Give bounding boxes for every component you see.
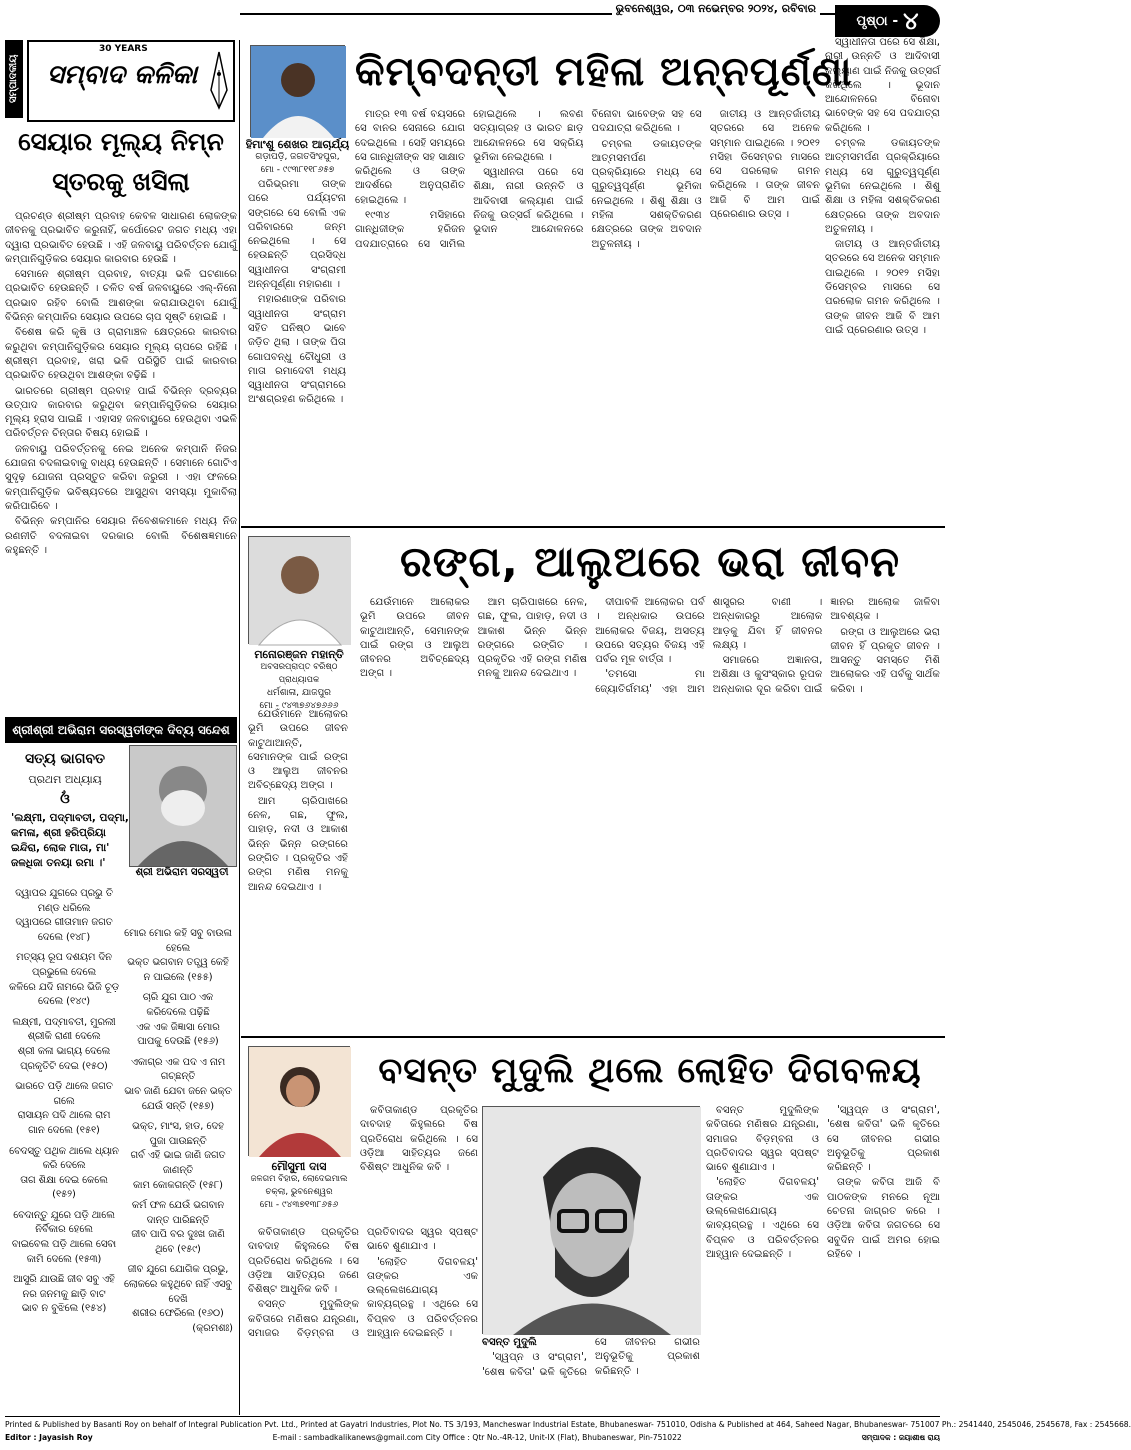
article3-author-name: ମୌସୁମୀ ଦାସ <box>271 1160 327 1173</box>
article1-body-c <box>825 36 940 520</box>
verse-line: ଶରୀର ଫେରିଲେ (୧୬୦) <box>132 1308 224 1320</box>
editorial-para: ବିଶେଷ କରି କୃଷି ଓ ଗ୍ରାମାଞ୍ଚଳ କ୍ଷେତ୍ରରେ କାରବାର କରୁଥିବା କମ୍ପାନିଗୁଡ଼ିକର ସେୟାର ମୂଲ୍ୟ ଚାପରେ ରହିଛି । ଶ୍ରୀଷ୍ମ ପ୍ରବାହ, ଖରା ଭଳି ପରିସ୍ଥିତି ପାଇଁ କାରବାର ପ୍ରଭାବିତ ହେଉଥିବା ଆଶଙ୍କା ବଢ଼ିଛି । <box>5 327 237 382</box>
page-number: ୪ <box>903 7 919 35</box>
article3-caption-name: ବସନ୍ତ ମୁଦୁଲି <box>482 1337 537 1348</box>
article1-para: ୧୯୩୪ ମସିହାରେ ଗାନ୍ଧିଜୀଙ୍କ ହରିଜନ ପଦଯାତ୍ରାରେ ସେ ସାମିଲ ହୋଇଥିଲେ । ଲବଣ ସତ୍ୟାଗ୍ରହ ଓ ଭାରତ ଛାଡ଼ ଆନ୍ଦୋଳନରେ ସେ ସକ୍ରିୟ ଭୂମିକା ନେଇଥିଲେ । <box>355 109 584 250</box>
article2-author-place: ଧର୍ମଶାଳା, ଯାଜପୁର <box>266 688 332 698</box>
verse-line: ଦ୍ୱାପରେ ଗୀତାମାନ ଜଗତ ଦେଲେ (୧୪୮) <box>15 917 113 943</box>
saint-photo-caption: ଶ୍ରୀ ଅଭିରାମ ସରସ୍ୱତୀ <box>135 867 229 878</box>
article2-para: ଆମ ଚାରିପାଖରେ ନେଳ, ଗଛ, ଫୁଲ, ପାହାଡ଼, ନଦୀ ଓ ଆକାଶ ଭିନ୍ନ ଭିନ୍ନ ରଙ୍ଗରେ ରଙ୍ଗିତ । ପ୍ରକୃତିର ଏହି ରଙ୍ଗ ମଣିଷ ମନକୁ ଆନନ୍ଦ ଦେଇଥାଏ । <box>477 597 588 680</box>
verse-line: ରାସାୟନ ପଦି ଥାଲେ ରାମ ଗାନ ଦେଲେ (୧୫୧) <box>17 1110 111 1136</box>
editorial-para: ପ୍ରଚଣ୍ଡ ଶ୍ରୀଷ୍ମ ପ୍ରବାହ କେବଳ ସାଧାରଣ ଲୋକଙ୍କ ଜୀବନକୁ ପ୍ରଭାବିତ କରୁନାହିଁ, କର୍ପୋରେଟ ଜଗତ ମଧ୍ୟ ଏହା ଦ୍ୱାରା ପ୍ରଭାବିତ ହେଉଛି । ଏହି ଜଳବାୟୁ ପରିବର୍ତ୍ତନ ଯୋଗୁଁ କମ୍ପାନିଗୁଡ଼ିକର ସେୟାର କାରବାର ହେଉଛି । <box>5 211 237 265</box>
article1-para: ଚମ୍ବଲ ଡକାୟତଙ୍କ ଆତ୍ମସମର୍ପଣ ପ୍ରକ୍ରିୟାରେ ମଧ୍ୟ ସେ ଗୁରୁତ୍ୱପୂର୍ଣ୍ଣ ଭୂମିକା ନେଇଥିଲେ । ଶିଶୁ ଶିକ୍ଷା ଓ ମହିଳା ସଶକ୍ତିକରଣ କ୍ଷେତ୍ରରେ ତାଙ୍କ ଅବଦାନ ଅତୁଳନୀୟ । <box>825 138 940 235</box>
divine-invocation: 'ଲକ୍ଷ୍ମୀ, ପଦ୍ମାବତୀ, ପଦ୍ମା, କମଳା, ଶ୍ରୀ ହରିପ୍ରିୟା ଇନ୍ଦିରା, ଲୋକ ମାତା, ମା' ଜଳଧିଜା ତନୟା ରମା ।' <box>11 812 129 869</box>
verse-line: ଚାରି ଯୁଗ ପାଠ ଏକ କରିଦେଲେ ପଢ଼ିଛି <box>142 992 214 1018</box>
verse-line: ଭାରତେ ପଡ଼ି ଥାଲେ ଜଗତ ଗଲେ <box>15 1081 113 1107</box>
article3-author-caption <box>245 1160 353 1222</box>
article2-body-a <box>248 708 348 1030</box>
article3-author-place: ଜଳଗମ ବିହାର, ଲୋଦେଇମାଲ ଚକ୍ଲା, ଭୁବନେଶ୍ୱର <box>250 1174 348 1197</box>
divine-chapter: ପ୍ରଥମ ଅଧ୍ୟାୟ <box>28 773 102 786</box>
verse-line: ଜୀବ ପାପି ବର ଦୁଃଖ ଜାଣି ଥିବେ (୧୫୯) <box>131 1229 225 1255</box>
verse-line: ମୋର ମୋର କହି ସବୁ ବାଉଳା ହେଲେ <box>124 928 232 954</box>
verse-line: ବାଇବେଲ ପଡ଼ି ଥାଲେ ସେବା କାମି ଦେଲେ (୧୫୩) <box>11 1239 117 1265</box>
verse-line: ଏକ ଏକ ଜିଜ୍ଞାସା ମୋର ପାପକୁ ଦେଉଛି (୧୫୬) <box>136 1021 220 1048</box>
article3-photo-caption-text <box>482 1336 700 1414</box>
footer <box>5 1418 1131 1448</box>
editorial-body <box>5 210 237 715</box>
article1-para: ପରିଭ୍ରମା ତାଙ୍କ ପରେ ପର୍ଯ୍ୟଟନା ସଙ୍ଗରେ ସେ ବୋଲି ଏକ ପରିବାରରେ ଜନ୍ମ ନେଇଥିଲେ । ସେ ହେଉଛନ୍ତି ପ୍ରସିଦ୍ଧ ସ୍ୱାଧୀନତା ସଂଗ୍ରାମୀ ଅନ୍ନପୂର୍ଣ୍ଣା ମହାରଣା । <box>248 179 346 291</box>
article2-author-name: ମନୋରଞ୍ଜନ ମହାନ୍ତି <box>254 648 344 661</box>
article2-author-title: ଅବସରପ୍ରାପ୍ତ ବରିଷ୍ଠ ପ୍ରାଧ୍ୟାପକ <box>260 662 338 685</box>
footer-imprint: Printed & Published by Basanti Roy on behalf of Integral Publication Pvt. Ltd., Printed at Gayatri Industries, Plot No. TS 3/193, Mancheswar Industrial Estate, Bhubaneswar- 751010, Odisha & Published at 464, Saheed Nagar, Bhubaneswar- 751007 Ph.: 2541440, 2545046, 2545678, Fax : 2545668. <box>5 1420 1131 1429</box>
verse-line: ଆସୁରି ଯାଉଛି ଜୀବ ସବୁ ଏହି ନର ଜନମକୁ ଛାଡ଼ି ବାଟ <box>13 1274 115 1300</box>
article1-author-photo <box>250 45 345 137</box>
article3-para: ତାଙ୍କ କବିତା ଆଜି ବି ପାଠକଙ୍କ ମନରେ ନୂଆ ଚେତନା ଜାଗ୍ରତ କରେ । ଓଡ଼ିଆ କବିତା ଜଗତରେ ସେ ସବୁଦିନ ପାଇଁ ଅମର ହୋଇ ରହିବେ । <box>827 1177 940 1260</box>
editorial-para: ଜଳବାୟୁ ପରିବର୍ତ୍ତନକୁ ନେଇ ଅନେକ କମ୍ପାନି ନିଜର ଯୋଜନା ବଦଳାଇବାକୁ ବାଧ୍ୟ ହେଉଛନ୍ତି । ସେମାନେ ଗୋଟିଏ ସୁଦୃଢ଼ ଯୋଜନା ପ୍ରସ୍ତୁତ କରିବା ଜରୁରୀ । ଏହା ଫଳରେ କମ୍ପାନିଗୁଡ଼ିକ ଭବିଷ୍ୟତରେ ଆସୁଥିବା ସମସ୍ୟା ମୁକାବିଲା କରିପାରିବେ । <box>5 443 237 512</box>
verse-line: ଗର୍ବ ଏହି ଭାଇ ଜାଣି ଜଗତ ଜାଣନ୍ତି <box>130 1150 226 1176</box>
section-divider <box>241 1036 945 1038</box>
article2-author-phone: ମୋ - ୯୪୩୭୬୪୭୬୬୬ <box>259 701 339 711</box>
saint-photo <box>129 745 237 867</box>
article2-headline: ରଙ୍ଗ, ଆଲୁଅରେ ଭରା ଜୀବନ <box>399 537 901 586</box>
verses-left-col <box>9 887 119 1407</box>
column-divider <box>239 40 240 1415</box>
verse-line: କଳିରେ ଯଦି ନାମରେ ଭିଜି ଚୂଡ଼ ଦେଲେ (୧୪୯) <box>9 981 120 1008</box>
article1-body-b <box>355 108 820 520</box>
divine-message-header: ଶ୍ରୀଶ୍ରୀ ଅଭିରାମ ସରସ୍ୱତୀଙ୍କ ଦିବ୍ୟ ସନ୍ଦେଶ <box>5 717 237 743</box>
masthead <box>5 40 237 118</box>
divine-title: ସତ୍ୟ ଭାଗବତ <box>24 751 106 767</box>
verse-line: ଶ୍ରୀ କଳା ଭାଗ୍ୟ ଦେଲେ ପ୍ରକୃତିଟି ଦେଇ (୧୫୦) <box>17 1045 111 1072</box>
article1-para: ଜାତୀୟ ଓ ଆନ୍ତର୍ଜାତୀୟ ସ୍ତରରେ ସେ ଅନେକ ସମ୍ମାନ ପାଇଥିଲେ । ୨୦୧୨ ମସିହା ଡିସେମ୍ବର ମାସରେ ସେ ପରଲୋକ ଗମନ କରିଥିଲେ । ତାଙ୍କ ଜୀବନ ଆଜି ବି ଆମ ପାଇଁ ପ୍ରେରଣାର ଉତ୍ସ । <box>825 239 940 336</box>
editorial-headline: ସେୟାର ମୂଲ୍ୟ ନିମ୍ନ ସ୍ତରକୁ ଖସିଲା <box>18 127 224 196</box>
footer-contact: E-mail : sambadkalikanews@gmail.com City Office : Qtr No.-4R-12, Unit-IX (Flat), Bhubaneswar, Pin-751022 <box>272 1433 682 1442</box>
editorial-para: ଭାରତରେ ଗ୍ରୀଷ୍ମ ପ୍ରବାହ ପାଇଁ ବିଭିନ୍ନ ଦ୍ରବ୍ୟର ଉତ୍ପାଦ କାରବାର କରୁଥିବା କମ୍ପାନିଗୁଡ଼ିକର ସେୟାର ମୂଲ୍ୟ ହ୍ରାସ ପାଇଛି । ଏହାସହ ଜଳବାୟୁରେ ହେଉଥିବା ଏଭଳି ପରିବର୍ତ୍ତନ ଚିନ୍ତାର ବିଷୟ ହୋଇଛି । <box>5 385 237 440</box>
verse-line: ଭକ୍ତ ଭଗବାନ ତତ୍ତ୍ୱ କେହି ନ ପାଇଲେ (୧୫୫) <box>127 957 229 983</box>
article3-para: କବିତାକାଣ୍ଡ ପ୍ରକୃତିର ଦାବଦାହ କିହୁଲରେ ବିଷ ପ୍ରତିରୋଧ କରିଥିଲେ । ସେ ଓଡ଼ିଆ ସାହିତ୍ୟର ଜଣେ ବିଶିଷ୍ଟ ଆଧୁନିକ କବି । <box>360 1105 478 1174</box>
article3-author-phone: ମୋ - ୯୪୩୭୧୩୮୬୫୬ <box>259 1200 339 1210</box>
poet-portrait-icon <box>483 1107 701 1335</box>
article3-para: କବିତାକାଣ୍ଡ ପ୍ରକୃତିର ଦାବଦାହ କିହୁଲରେ ବିଷ ପ୍ରତିରୋଧ କରିଥିଲେ । ସେ ଓଡ଼ିଆ ସାହିତ୍ୟର ଜଣେ ବିଶିଷ୍ଟ ଆଧୁନିକ କବି । <box>248 1227 359 1296</box>
masthead-logo <box>27 40 235 122</box>
author-portrait-icon <box>249 537 351 645</box>
om-symbol: ଓଁ <box>60 791 70 807</box>
article3-subject-photo <box>482 1106 700 1334</box>
verse-line: (କ୍ରମଶଃ) <box>192 1322 233 1334</box>
article2-body-b <box>360 596 940 1030</box>
page-number-box: ପୃଷ୍ଠା - ୪ <box>835 5 940 37</box>
verse-line: ବେଦାନ୍ତୁ ଯୁରେ ପଡ଼ି ଥାଲେ ନିର୍ବିକାର ହେଲେ <box>13 1209 115 1236</box>
article1-author-place: ଗଡ଼ାପଡ଼ି, ଜଗତସିଂହପୁର, <box>255 152 340 162</box>
header-date: ଭୁବନେଶ୍ୱର, ୦୩ ନଭେମ୍ବର ୨୦୨୪, ରବିବାର <box>612 2 820 16</box>
verse-line: ଲକ୍ଷ୍ମୀ, ପଦ୍ମାବତୀ, ମୁରଲୀ ଶ୍ରୀକି ରାଣୀ ଦେଲେ <box>12 1016 116 1043</box>
article1-author-caption <box>245 138 350 174</box>
verse-line: ଭାବ ଜାଣି ଯେବା ଜନେ ଭକ୍ତ ଯେଉଁ ସନ୍ତି (୧୫୭) <box>124 1085 232 1112</box>
verse-line: କାମ କୋକଗନ୍ତି (୧୫୮) <box>133 1179 223 1191</box>
footer-editor: Editor : Jayasish Roy <box>5 1433 93 1442</box>
pen-nib-icon <box>209 50 229 110</box>
verse-line: ତାଗ ଶିକ୍ଷା ଦେଇ କେଲେ (୧୫୨) <box>20 1174 108 1201</box>
article3-body-b <box>360 1104 478 1226</box>
logo-text: ସମ୍ବାଦ କଳିକା <box>46 60 198 90</box>
article1-body-a <box>248 178 346 518</box>
editorial-para: ବିଭିନ୍ନ କମ୍ପାନିର ସେୟାର ନିବେଶକମାନେ ମଧ୍ୟ ନିଜ ରଣନୀତି ବଦଳାଇବା ଦରକାର ବୋଲି ବିଶେଷଜ୍ଞମାନେ କହୁଛନ୍ତି । <box>5 516 237 556</box>
article2-author-photo <box>248 536 350 644</box>
article3-para: ବସନ୍ତ ମୁଦୁଲିଙ୍କ କବିତାରେ ମଣିଷର ଯନ୍ତ୍ରଣା, ସମାଜର ବିଡ଼ମ୍ବନା ଓ ପ୍ରତିବାଦର ସ୍ୱର ସ୍ପଷ୍ଟ ଭାବେ ଶୁଣାଯାଏ । <box>706 1105 819 1174</box>
article2-para: ଯେଉଁମାନେ ଆଲୋକର ଭୂମି ଉପରେ ଜୀବନ କାଟୁଥାଆନ୍ତି, ସେମାନଙ୍କ ପାଇଁ ରଙ୍ଗ ଓ ଆଲୁଅ ଜୀବନର ଅବିଚ୍ଛେଦ୍ୟ ଅଙ୍ଗ । <box>360 597 470 680</box>
article3-para: 'ସ୍ୱପ୍ନ ଓ ସଂଗ୍ରାମ', 'ଶେଷ କବିତା' ଭଳି କୃତିରେ ସେ ଜୀବନର ଗଭୀର ଅନୁଭୂତିକୁ ପ୍ରକାଶ କରିଛନ୍ତି । <box>482 1337 700 1378</box>
article1-para: ସ୍ୱାଧୀନତା ପରେ ସେ ଶିକ୍ଷା, ନାରୀ ଉନ୍ନତି ଓ ଆଦିବାସୀ କଲ୍ୟାଣ ପାଇଁ ନିଜକୁ ଉତ୍ସର୍ଗ କରିଥିଲେ । ଭୂଦାନ ଆନ୍ଦୋଳନରେ ବିନୋବା ଭାବେଙ୍କ ସହ ସେ ପଦଯାତ୍ରା କରିଥିଲେ । <box>473 109 702 236</box>
article3-headline: ବସନ୍ତ ମୁଦୁଲି ଥିଲେ ଲୋହିତ ଦିଗବଳୟ <box>378 1051 922 1091</box>
masthead-vertical-label: ସମ୍ପାଦକୀୟ <box>5 40 23 118</box>
page-label: ପୃଷ୍ଠା <box>856 13 888 29</box>
article3-para: ବସନ୍ତ ମୁଦୁଲିଙ୍କ କବିତାରେ ମଣିଷର ଯନ୍ତ୍ରଣା, ସମାଜର ବିଡ଼ମ୍ବନା ଓ ପ୍ରତିବାଦର ସ୍ୱର ସ୍ପଷ୍ଟ ଭାବେ ଶୁଣାଯାଏ । <box>248 1227 478 1340</box>
article3-author-photo <box>248 1046 350 1156</box>
verse-line: ବେଦସ୍ତୁ ପଥିକ ଥାଲେ ଧ୍ୟାନ କରି ଦେଲେ <box>9 1145 119 1172</box>
article3-para: 'ଲୋହିତ ଦିଗବଳୟ' ତାଙ୍କର ଏକ ଉଲ୍ଲେଖଯୋଗ୍ୟ କାବ୍ୟଗ୍ରନ୍ଥ । ଏଥିରେ ସେ ବିପ୍ଳବ ଓ ପରିବର୍ତ୍ତନର ଆହ୍ୱାନ ଦେଇଛନ୍ତି । <box>367 1256 478 1340</box>
article1-headline: କିମ୍ବଦନ୍ତୀ ମହିଳା ଅନ୍ନପୂର୍ଣ୍ଣା <box>355 49 853 95</box>
verse-line: ଭକ୍ତ, ମାଂସ, ହାଡ, ଦେହ ପୁଜା ପାଉଛନ୍ତି <box>132 1121 224 1147</box>
author-portrait-icon <box>251 46 346 138</box>
article2-author-caption <box>245 648 353 711</box>
footer-sampadak: ସମ୍ପାଦକ : ଜୟାଶୀଷ ରାୟ <box>861 1433 940 1442</box>
article2-para: ରଙ୍ଗ ଓ ଆଲୁଅରେ ଭରା ଜୀବନ ହିଁ ପ୍ରକୃତ ଜୀବନ । ଆସନ୍ତୁ ସମସ୍ତେ ମିଶି ଆଲୋକର ଏହି ପର୍ବକୁ ସାର୍ଥକ କରିବା । <box>830 626 940 695</box>
article1-author-name: ହିମାଂଶୁ ଶେଖର ଆଚାର୍ଯ୍ୟ <box>245 138 350 151</box>
footer-divider <box>5 1416 940 1417</box>
article2-para: ସମାଜରେ ଅଜ୍ଞାନତା, ଅଶିକ୍ଷା ଓ କୁସଂସ୍କାର ରୂପକ ଅନ୍ଧକାର ଦୂର କରିବା ପାଇଁ ଜ୍ଞାନର ଆଲୋକ ଜାଳିବା ଆବଶ୍ୟକ । <box>712 597 940 695</box>
section-divider <box>241 526 945 528</box>
author-portrait-icon <box>249 1047 351 1157</box>
verse-line: କର୍ମ ଫଳ ଯେଉଁ ଭଗବାନ ଦାନ୍ତ ପାରିଛନ୍ତି <box>131 1200 225 1226</box>
years-badge: 30 YEARS <box>99 44 148 54</box>
article3-body-c <box>706 1104 940 1414</box>
verse-line: ଜୀବ ଯୁଗେ ଯୋଗିକ ପ୍ରଭୁ, ଲୋକରେ କହୁଥିବେ ନାହିଁ ଏସବୁ ଦେଖି <box>124 1264 232 1305</box>
article1-para: ଚମ୍ବଲ ଡକାୟତଙ୍କ ଆତ୍ମସମର୍ପଣ ପ୍ରକ୍ରିୟାରେ ମଧ୍ୟ ସେ ଗୁରୁତ୍ୱପୂର୍ଣ୍ଣ ଭୂମିକା ନେଇଥିଲେ । ଶିଶୁ ଶିକ୍ଷା ଓ ମହିଳା ସଶକ୍ତିକରଣ କ୍ଷେତ୍ରରେ ତାଙ୍କ ଅବଦାନ ଅତୁଳନୀୟ । <box>591 138 702 250</box>
article2-para: 'ତମସୋ ମା ଜ୍ୟୋତିର୍ଗମୟ' ଏହା ଆମ ଶାସ୍ତ୍ରର ବାଣୀ । ଅନ୍ଧକାରରୁ ଆଲୋକ ଆଡ଼କୁ ଯିବା ହିଁ ଜୀବନର ଲକ୍ଷ୍ୟ । <box>595 597 823 695</box>
article3-para: 'ସ୍ୱପ୍ନ ଓ ସଂଗ୍ରାମ', 'ଶେଷ କବିତା' ଭଳି କୃତିରେ ସେ ଜୀବନର ଗଭୀର ଅନୁଭୂତିକୁ ପ୍ରକାଶ କରିଛନ୍ତି । <box>827 1105 940 1174</box>
verse-line: ଏକାଗ୍ର ଏକ ପଦ ଏ ନାମ ଗଚ୍ଛନ୍ତି <box>130 1056 226 1083</box>
article2-para: ଆମ ଚାରିପାଖରେ ନେଳ, ଗଛ, ଫୁଲ, ପାହାଡ଼, ନଦୀ ଓ ଆକାଶ ଭିନ୍ନ ଭିନ୍ନ ରଙ୍ଗରେ ରଙ୍ଗିତ । ପ୍ରକୃତିର ଏହି ରଙ୍ଗ ମଣିଷ ମନକୁ ଆନନ୍ଦ ଦେଇଥାଏ । <box>248 795 348 893</box>
verse-line: ମତ୍ସ୍ୟ ରୂପ ଦଶୟମ ଦିନ ପ୍ରଭୁଲେ ଦେଲେ <box>16 952 112 978</box>
footer-row2 <box>5 1431 940 1444</box>
verse-line: ଦ୍ୱାପର ଯୁଗରେ ପ୍ରଭୁ ତି ମଣ୍ଡ ଧରିଲେ <box>15 888 113 914</box>
article1-para: ମାତ୍ର ୧୩ ବର୍ଷ ବୟସରେ ସେ ବାନର ସେନାରେ ଯୋଗ ଦେଇଥିଲେ । ସେହି ସମୟରେ ସେ ଗାନ୍ଧିଜୀଙ୍କ ସହ ସାକ୍ଷାତ କରିଥିଲେ ଓ ତାଙ୍କ ଆଦର୍ଶରେ ଅନୁପ୍ରାଣିତ ହୋଇଥିଲେ । <box>355 109 466 206</box>
saint-portrait-icon <box>130 746 236 866</box>
article1-author-phone: ମୋ - ୯୯୩୮୧୧୮୬୫୭ <box>260 165 335 175</box>
article2-para: ଦୀପାବଳି ଆଲୋକର ପର୍ବ । ଅନ୍ଧକାର ଉପରେ ଆଲୋକର ବିଜୟ, ଅସତ୍ୟ ଉପରେ ସତ୍ୟର ବିଜୟ ଏହି ପର୍ବର ମୂଳ ବାର୍ତ୍ତା । <box>595 597 705 666</box>
article3-para: 'ଲୋହିତ ଦିଗବଳୟ' ତାଙ୍କର ଏକ ଉଲ୍ଲେଖଯୋଗ୍ୟ କାବ୍ୟଗ୍ରନ୍ଥ । ଏଥିରେ ସେ ବିପ୍ଳବ ଓ ପରିବର୍ତ୍ତନର ଆହ୍ୱାନ ଦେଇଛନ୍ତି । <box>706 1177 819 1260</box>
article1-para: ଜାତୀୟ ଓ ଆନ୍ତର୍ଜାତୀୟ ସ୍ତରରେ ସେ ଅନେକ ସମ୍ମାନ ପାଇଥିଲେ । ୨୦୧୨ ମସିହା ଡିସେମ୍ବର ମାସରେ ସେ ପରଲୋକ ଗମନ କରିଥିଲେ । ତାଙ୍କ ଜୀବନ ଆଜି ବି ଆମ ପାଇଁ ପ୍ରେରଣାର ଉତ୍ସ । <box>709 109 820 221</box>
article1-para: ସ୍ୱାଧୀନତା ପରେ ସେ ଶିକ୍ଷା, ନାରୀ ଉନ୍ନତି ଓ ଆଦିବାସୀ କଲ୍ୟାଣ ପାଇଁ ନିଜକୁ ଉତ୍ସର୍ଗ କରିଥିଲେ । ଭୂଦାନ ଆନ୍ଦୋଳନରେ ବିନୋବା ଭାବେଙ୍କ ସହ ସେ ପଦଯାତ୍ରା କରିଥିଲେ । <box>825 37 940 134</box>
verses-right-col <box>123 927 233 1407</box>
top-header <box>240 2 945 39</box>
verse-line: ଭାବ ନ ବୁଝିଲେ (୧୫୪) <box>21 1303 107 1315</box>
article1-para: ମହାରଣାଙ୍କ ପରିବାର ସ୍ୱାଧୀନତା ସଂଗ୍ରାମ ସହିତ ଘନିଷ୍ଠ ଭାବେ ଜଡ଼ିତ ଥିଲା । ତାଙ୍କ ପିତା ଗୋପବନ୍ଧୁ ଚୌଧୁରୀ ଓ ମାତା ରମାଦେବୀ ମଧ୍ୟ ସ୍ୱାଧୀନତା ସଂଗ୍ରାମରେ ଅଂଶଗ୍ରହଣ କରିଥିଲେ । <box>248 294 346 406</box>
editorial-para: ସେମାନେ ଶ୍ରୀଷ୍ମ ପ୍ରବାହ, ବାତ୍ୟା ଭଳି ଘଟଣାରେ ପ୍ରଭାବିତ ହେଉଛନ୍ତି । ଚଳିତ ବର୍ଷ ଜଳବାୟୁରେ ଏଲ୍-ନିନୋ ପ୍ରଭାବ ରହିବ ବୋଲି ଆଶଙ୍କା କରାଯାଉଥିବା ଯୋଗୁଁ ବିଭିନ୍ନ କମ୍ପାନିର ସେୟାର ଉପରେ ଚାପ ସୃଷ୍ଟି ହୋଇଛି । <box>5 269 237 324</box>
article2-para: ଯେଉଁମାନେ ଆଲୋକର ଭୂମି ଉପରେ ଜୀବନ କାଟୁଥାଆନ୍ତି, ସେମାନଙ୍କ ପାଇଁ ରଙ୍ଗ ଓ ଆଲୁଅ ଜୀବନର ଅବିଚ୍ଛେଦ୍ୟ ଅଙ୍ଗ । <box>248 709 348 792</box>
divine-message-box <box>5 745 237 1415</box>
article3-body-a <box>248 1226 478 1414</box>
